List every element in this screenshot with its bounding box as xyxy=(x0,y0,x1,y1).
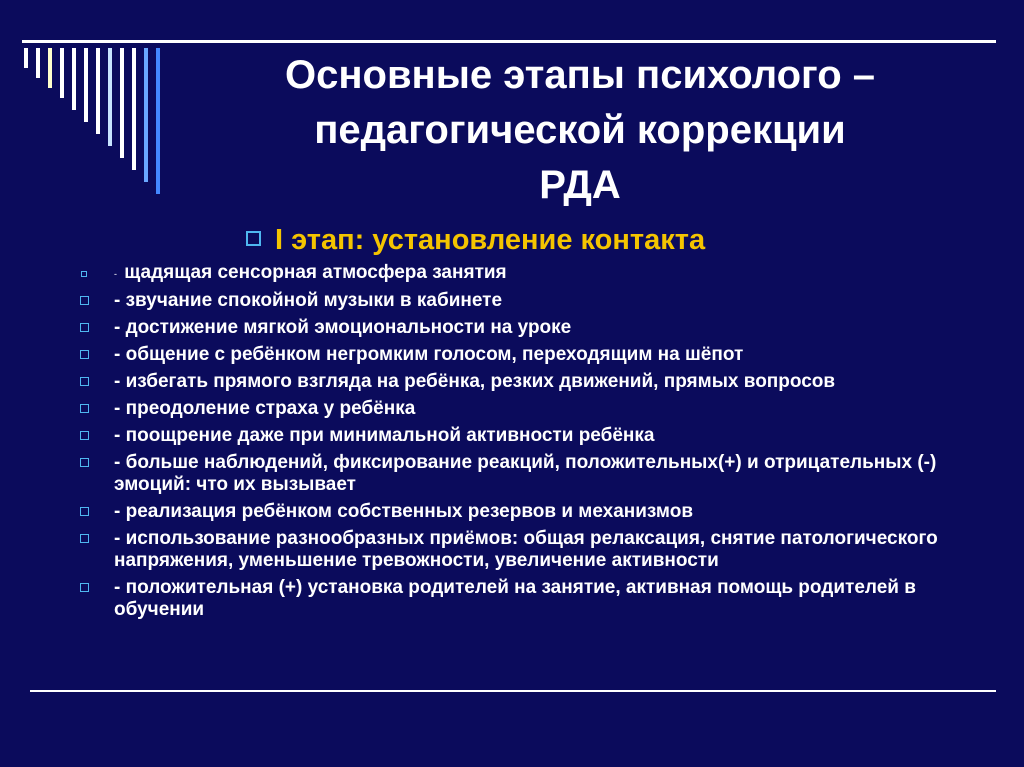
stripe-4 xyxy=(60,48,64,98)
list-item-text: - преодоление страха у ребёнка xyxy=(114,398,416,419)
square-bullet-icon xyxy=(81,271,87,277)
stripe-12 xyxy=(156,48,160,194)
stripe-9 xyxy=(120,48,124,158)
list-item-text: - поощрение даже при минимальной активности ребёнка xyxy=(114,425,655,446)
list-item-text: - достижение мягкой эмоциональности на уроке xyxy=(114,317,572,338)
square-bullet-icon xyxy=(80,377,89,386)
decorative-stripes xyxy=(24,48,174,208)
bullet-list xyxy=(78,262,958,626)
stripe-1 xyxy=(24,48,28,68)
square-bullet-icon xyxy=(80,458,89,467)
square-bullet-icon xyxy=(80,404,89,413)
list-item-text: - использование разнообразных приёмов: общая релаксация, снятие патологического напряжения, уменьшение тревожности, увеличение активности xyxy=(114,528,938,571)
stripe-8 xyxy=(108,48,112,146)
square-bullet-icon xyxy=(80,507,89,516)
list-item-text: - общение с ребёнком негромким голосом, переходящим на шёпот xyxy=(114,344,744,365)
stripe-5 xyxy=(72,48,76,110)
list-item xyxy=(78,501,958,523)
square-bullet-icon xyxy=(80,534,89,543)
square-bullet-icon xyxy=(80,296,89,305)
list-item-text: щадящая сенсорная атмосфера занятия xyxy=(119,262,507,283)
square-bullet-icon xyxy=(80,431,89,440)
square-bullet-icon xyxy=(80,583,89,592)
list-item xyxy=(78,398,958,420)
section-heading xyxy=(246,222,705,258)
list-item xyxy=(78,262,958,285)
list-item xyxy=(78,317,958,339)
list-item-text: - звучание спокойной музыки в кабинете xyxy=(114,290,503,311)
square-bullet-icon xyxy=(246,231,261,246)
list-item xyxy=(78,452,958,496)
square-bullet-icon xyxy=(80,323,89,332)
list-item xyxy=(78,344,958,366)
slide-title xyxy=(200,48,960,213)
list-item xyxy=(78,371,958,393)
list-item xyxy=(78,577,958,621)
list-item xyxy=(78,425,958,447)
title-line-3: РДА xyxy=(539,163,621,207)
top-divider xyxy=(22,40,996,43)
title-line-1: Основные этапы психолого – xyxy=(285,53,875,97)
list-item xyxy=(78,528,958,572)
list-item-text: - избегать прямого взгляда на ребёнка, резких движений, прямых вопросов xyxy=(114,371,836,392)
section-heading-text: I этап: установление контакта xyxy=(275,224,706,256)
stripe-2 xyxy=(36,48,40,78)
list-item-text: - реализация ребёнком собственных резервов и механизмов xyxy=(114,501,693,522)
list-item xyxy=(78,290,958,312)
bottom-divider xyxy=(30,690,996,692)
stripe-10 xyxy=(132,48,136,170)
stripe-3 xyxy=(48,48,52,88)
stripe-11 xyxy=(144,48,148,182)
stripe-7 xyxy=(96,48,100,134)
square-bullet-icon xyxy=(80,350,89,359)
list-item-text: - положительная (+) установка родителей на занятие, активная помощь родителей в обучении xyxy=(114,577,916,620)
list-item-text: - больше наблюдений, фиксирование реакций, положительных(+) и отрицательных (-) эмоций: что их вызывает xyxy=(114,452,937,495)
stripe-6 xyxy=(84,48,88,122)
title-line-2: педагогической коррекции xyxy=(314,108,846,152)
list-item-prefix: - xyxy=(114,269,117,279)
